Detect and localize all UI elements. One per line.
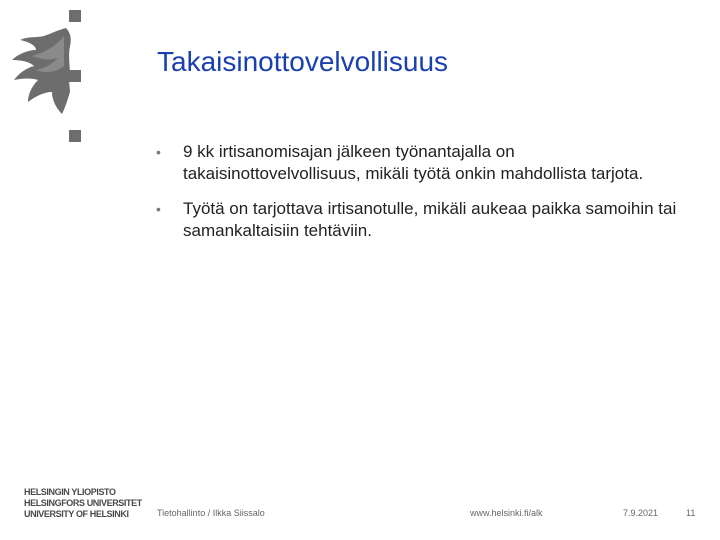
bullet-list [155,141,695,255]
list-item [155,198,695,242]
university-logo-text [24,487,144,520]
slide-title: Takaisinottovelvollisuus [157,46,449,77]
bullet-marker: • [156,201,161,217]
university-name-en: UNIVERSITY OF HELSINKI [24,509,129,519]
university-name-sv: HELSINGFORS UNIVERSITET [24,498,142,508]
bullet-text: Työtä on tarjottava irtisanotulle, mikäli aukeaa paikka samoihin tai samankaltaisiin tehtäviin. [183,199,677,240]
university-name-fi: HELSINGIN YLIOPISTO [24,487,116,497]
footer-department: Tietohallinto / Ilkka Siissalo [157,508,265,518]
bullet-text: 9 kk irtisanomisajan jälkeen työnantajalla on takaisinottovelvollisuus, mikäli työtä onkin mahdollista tarjota. [183,142,644,183]
bullet-marker: • [156,144,161,160]
list-item [155,141,695,185]
footer-date: 7.9.2021 [623,508,659,518]
page-number: 11 [686,508,696,518]
university-emblem-icon [6,6,96,146]
footer-url: www.helsinki.fi/alk [470,508,543,518]
